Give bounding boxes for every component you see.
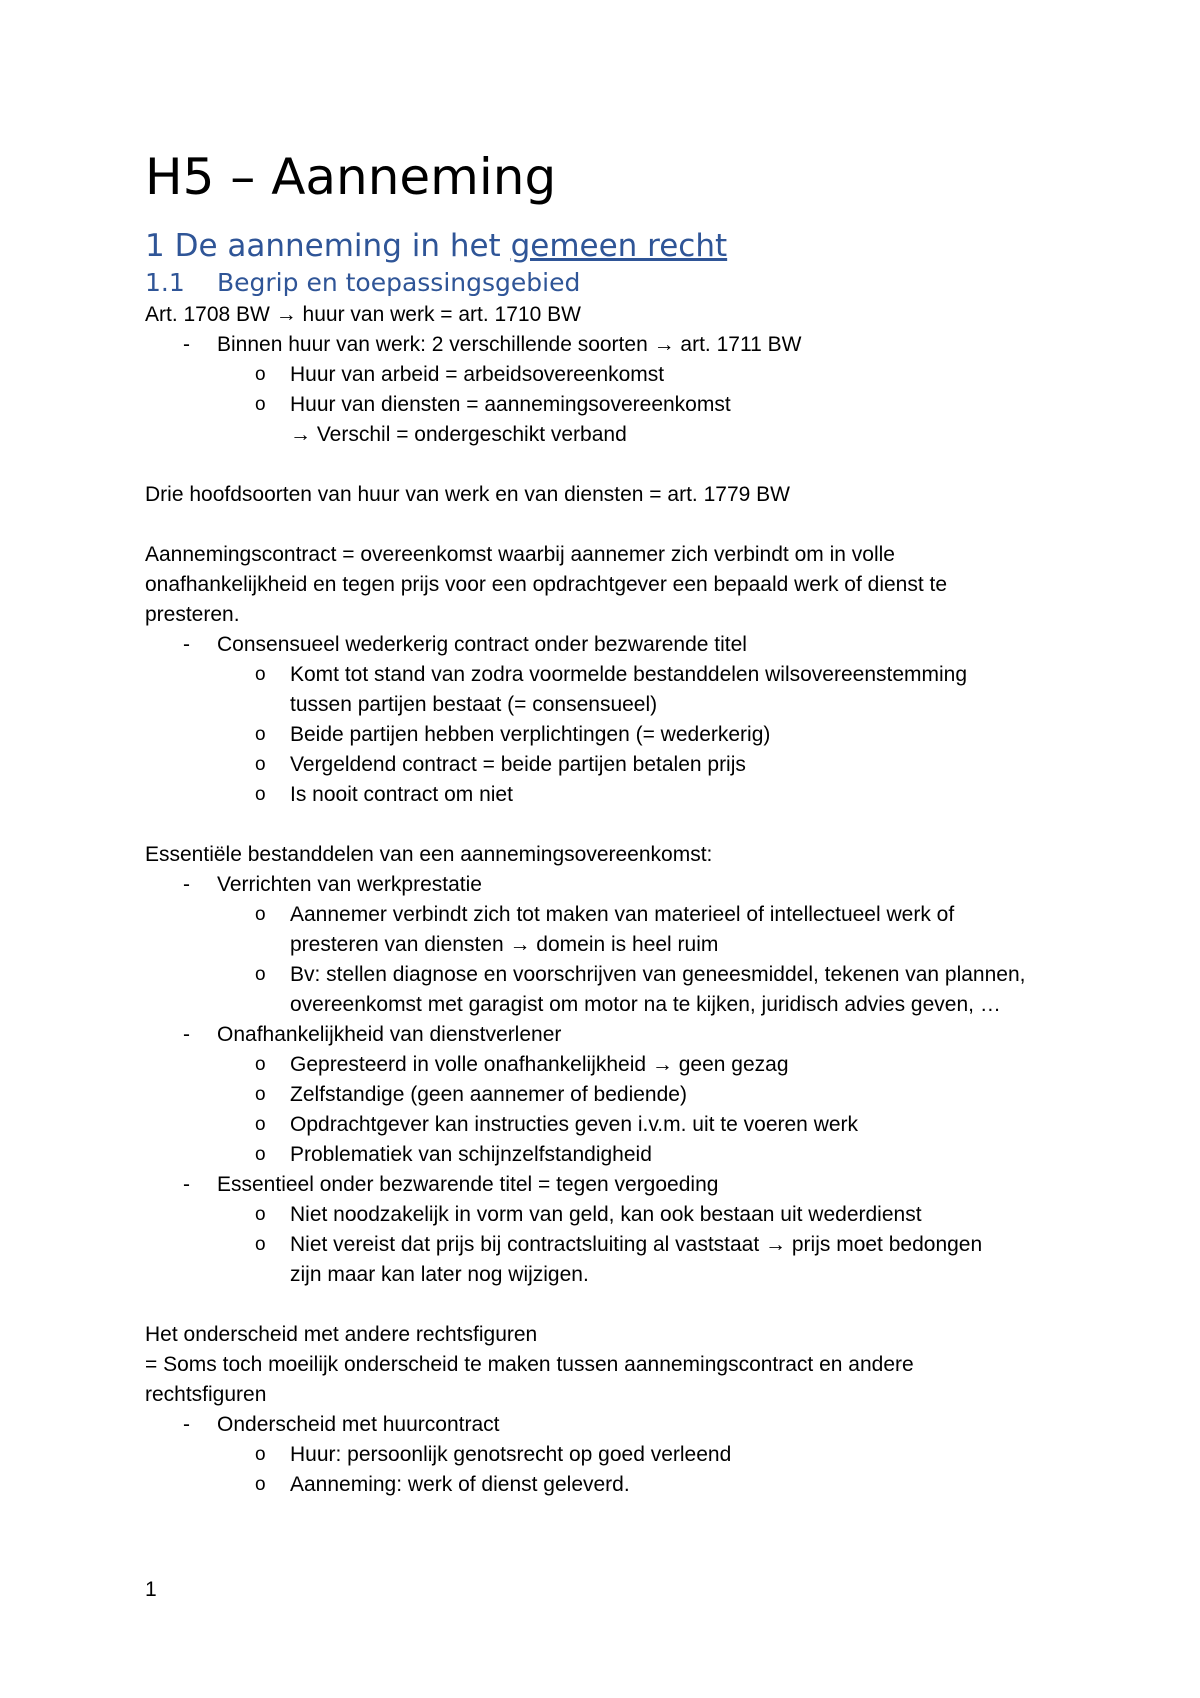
line-text: onafhankelijkheid en tegen prijs voor een opdrachtgever een bepaald werk of dienst te [145,573,948,596]
paragraph-line [145,540,1075,570]
paragraph-line [145,1380,1075,1410]
list-item [145,1410,1075,1440]
line-text: Art. 1708 BW → huur van werk = art. 1710 BW [145,303,581,326]
circle-bullet-icon: o [255,664,266,685]
line-text: Onafhankelijkheid van dienstverlener [217,1023,562,1046]
line-text: Drie hoofdsoorten van huur van werk en van diensten = art. 1779 BW [145,483,790,506]
paragraph-line [145,840,1075,870]
dash-bullet-icon: - [183,873,190,896]
line-text: Is nooit contract om niet [290,783,513,806]
body-text [145,300,1075,1500]
list-continuation-line [145,990,1075,1020]
line-text: Komt tot stand van zodra voormelde bestanddelen wilsovereenstemming [290,663,968,686]
line-text: Het onderscheid met andere rechtsfiguren [145,1323,538,1346]
dash-bullet-icon: - [183,1173,190,1196]
dash-bullet-icon: - [183,1023,190,1046]
circle-bullet-icon: o [255,724,266,745]
subsection-number: 1.1 [145,268,185,297]
line-text: → Verschil = ondergeschikt verband [290,423,627,446]
paragraph-line [145,300,1075,330]
line-text: zijn maar kan later nog wijzigen. [290,1263,589,1286]
line-text: Zelfstandige (geen aannemer of bediende) [290,1083,687,1106]
line-text: Vergeldend contract = beide partijen betalen prijs [290,753,746,776]
paragraph-gap [145,510,1075,540]
list-item [145,1050,1075,1080]
line-text: Niet noodzakelijk in vorm van geld, kan ook bestaan uit wederdienst [290,1203,922,1226]
circle-bullet-icon: o [255,394,266,415]
paragraph-line [145,1350,1075,1380]
paragraph-gap [145,1290,1075,1320]
subsection-label: Begrip en toepassingsgebied [217,268,581,297]
line-text: Bv: stellen diagnose en voorschrijven van geneesmiddel, tekenen van plannen, [290,963,1026,986]
list-continuation-line [145,930,1075,960]
line-text: Gepresteerd in volle onafhankelijkheid → geen gezag [290,1053,789,1076]
paragraph-line [145,1320,1075,1350]
circle-bullet-icon: o [255,784,266,805]
list-item [145,660,1075,690]
line-text: Huur van diensten = aannemingsovereenkomst [290,393,731,416]
circle-bullet-icon: o [255,1144,266,1165]
circle-bullet-icon: o [255,964,266,985]
paragraph-gap [145,450,1075,480]
dash-bullet-icon: - [183,633,190,656]
list-item [145,330,1075,360]
line-text: Essentieel onder bezwarende titel = tegen vergoeding [217,1173,719,1196]
subsection-heading [145,266,1075,300]
circle-bullet-icon: o [255,1054,266,1075]
list-continuation-line [145,1260,1075,1290]
line-text: Huur: persoonlijk genotsrecht op goed verleend [290,1443,732,1466]
line-text: Niet vereist dat prijs bij contractsluiting al vaststaat → prijs moet bedongen [290,1233,983,1256]
line-text: Onderscheid met huurcontract [217,1413,500,1436]
line-text: Binnen huur van werk: 2 verschillende soorten → art. 1711 BW [217,333,802,356]
circle-bullet-icon: o [255,364,266,385]
list-item [145,630,1075,660]
circle-bullet-icon: o [255,754,266,775]
list-item [145,1170,1075,1200]
line-text: tussen partijen bestaat (= consensueel) [290,693,658,716]
list-continuation-line [145,420,1075,450]
list-item [145,1230,1075,1260]
list-item [145,870,1075,900]
paragraph-line [145,600,1075,630]
circle-bullet-icon: o [255,1084,266,1105]
page-number: 1 [145,1578,157,1601]
list-item [145,390,1075,420]
dash-bullet-icon: - [183,1413,190,1436]
line-text: presteren. [145,603,240,626]
list-item [145,1200,1075,1230]
line-text: Beide partijen hebben verplichtingen (= wederkerig) [290,723,771,746]
list-item [145,750,1075,780]
paragraph-line [145,480,1075,510]
line-text: Huur van arbeid = arbeidsovereenkomst [290,363,665,386]
circle-bullet-icon: o [255,904,266,925]
document-title: H5 – Aanneming [145,148,557,206]
line-text: Consensueel wederkerig contract onder bezwarende titel [217,633,747,656]
list-item [145,900,1075,930]
line-text: overeenkomst met garagist om motor na te kijken, juridisch advies geven, … [290,993,1001,1016]
list-item [145,1110,1075,1140]
line-text: Problematiek van schijnzelfstandigheid [290,1143,652,1166]
circle-bullet-icon: o [255,1114,266,1135]
list-item [145,1470,1075,1500]
circle-bullet-icon: o [255,1474,266,1495]
list-item [145,1140,1075,1170]
line-text: = Soms toch moeilijk onderscheid te maken tussen aannemingscontract en andere [145,1353,914,1376]
line-text: Essentiële bestanddelen van een aannemingsovereenkomst: [145,843,713,866]
line-text: Opdrachtgever kan instructies geven i.v.m. uit te voeren werk [290,1113,859,1136]
paragraph-gap [145,810,1075,840]
section-heading-underlined: gemeen recht [510,228,728,264]
list-item [145,1020,1075,1050]
line-text: Aannemer verbindt zich tot maken van materieel of intellectueel werk of [290,903,955,926]
line-text: presteren van diensten → domein is heel ruim [290,933,719,956]
list-item [145,780,1075,810]
line-text: Aanneming: werk of dienst geleverd. [290,1473,630,1496]
list-item [145,1080,1075,1110]
line-text: Verrichten van werkprestatie [217,873,482,896]
list-item [145,720,1075,750]
circle-bullet-icon: o [255,1234,266,1255]
page-content [145,140,1075,1500]
circle-bullet-icon: o [255,1204,266,1225]
list-item [145,360,1075,390]
line-text: rechtsfiguren [145,1383,267,1406]
list-item [145,960,1075,990]
list-continuation-line [145,690,1075,720]
section-heading-text: 1 De aanneming in het [145,228,511,264]
line-text: Aannemingscontract = overeenkomst waarbij aannemer zich verbindt om in volle [145,543,895,566]
dash-bullet-icon: - [183,333,190,356]
circle-bullet-icon: o [255,1444,266,1465]
list-item [145,1440,1075,1470]
paragraph-line [145,570,1075,600]
section-heading [145,226,1075,266]
